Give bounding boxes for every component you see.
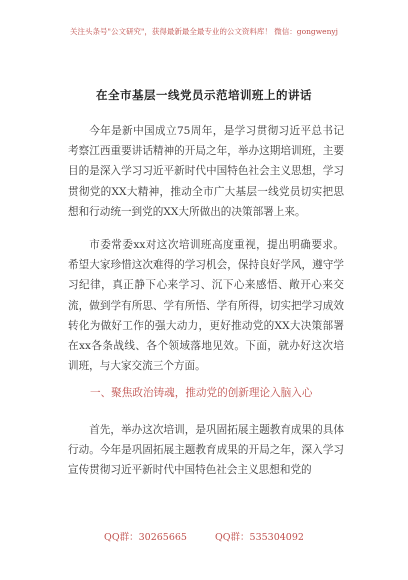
footer-qq-group-1: QQ群：30265665: [104, 532, 187, 543]
promo-banner: 关注头条号"公文研究"，获得最新最全最专业的公文资料库！ 微信：gongwenyj: [70, 27, 338, 36]
footer: [0, 529, 408, 543]
paragraph-2: 市委常委xx对这次培训班高度重视，提出明确要求。希望大家珍惜这次难得的学习机会，保持良好学风，遵守学习纪律，真正静下心来学习、沉下心来感悟、敞开心来交流，做到学有所思、学有所悟、学有所得，切实把学习成效转化为做好工作的强大动力，更好推动党的XX大决策部署在xx各条战线、各个领域落地见效。下面，就办好这次培训班，与大家交流三个方面。: [68, 239, 344, 373]
footer-qq-group-2: QQ群：535304092: [214, 532, 304, 543]
section-heading: 一、聚焦政治铸魂，推动党的创新理论入脑入心: [90, 387, 313, 399]
document-title: 在全市基层一线党员示范培训班上的讲话: [96, 88, 312, 102]
section-paragraph: 首先，举办这次培训，是巩固拓展主题教育成果的具体行动。今年是巩固拓展主题教育成果的开局之年，深入学习宣传贯彻习近平新时代中国特色社会主义思想和党的: [68, 424, 344, 477]
paragraph-1: 今年是新中国成立75周年，是学习贯彻习近平总书记考察江西重要讲话精神的开局之年，举办这期培训班，主要目的是深入学习习近平新时代中国特色社会主义思想，学习贯彻党的XX大精神，推动全市广大基层一线党员切实把思想和行动统一到党的XX大所做出的决策部署上来。: [68, 125, 344, 218]
